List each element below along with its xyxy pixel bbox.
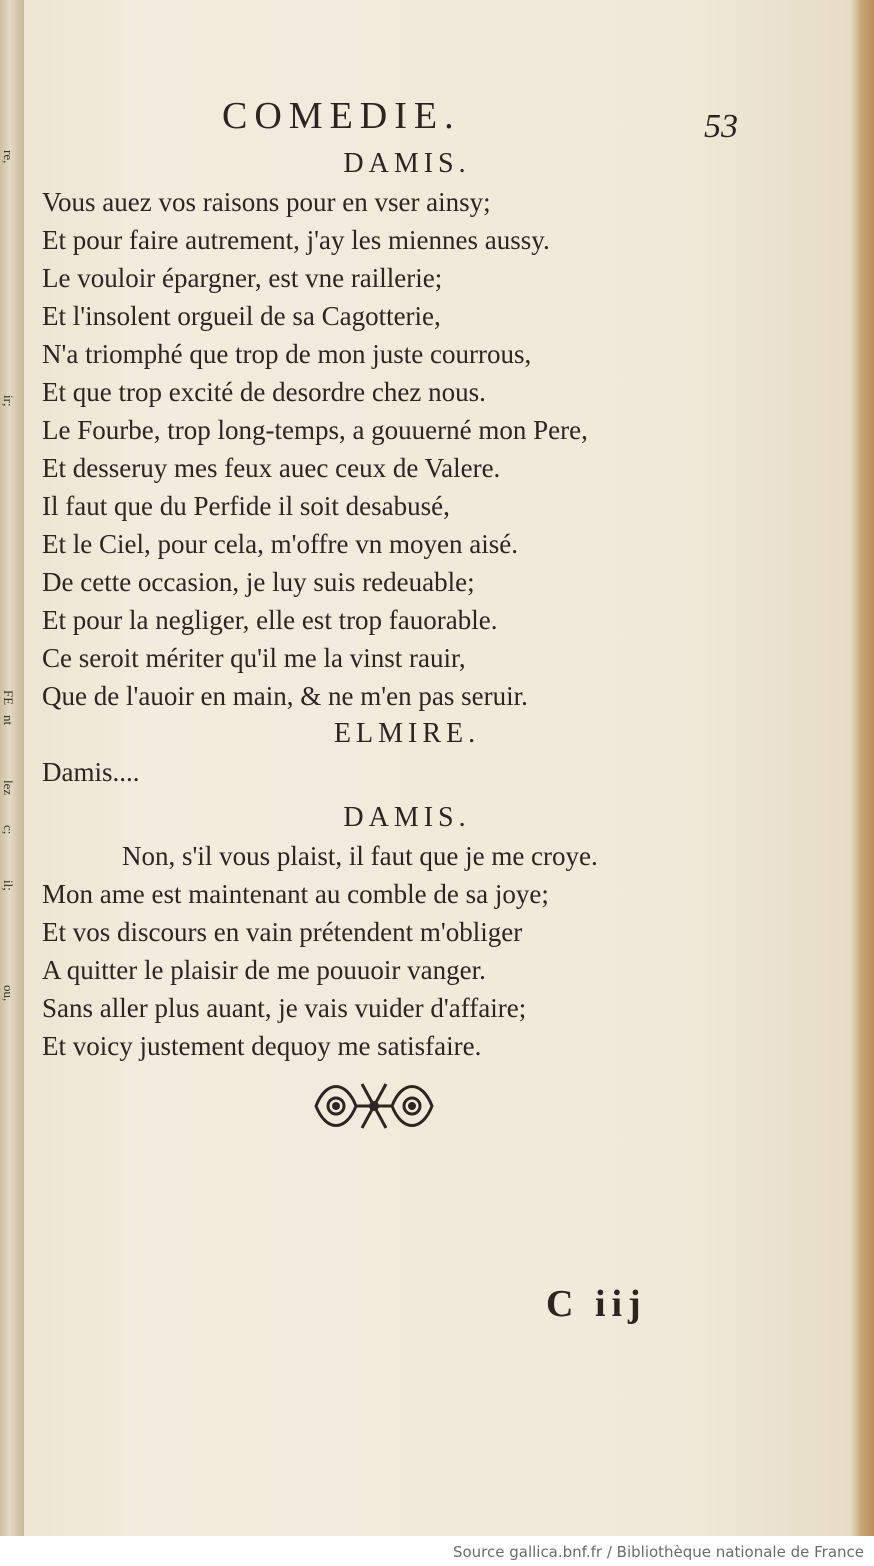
verse-line: Et desseruy mes feux auec ceux de Valere. <box>42 453 501 483</box>
left-page-edge <box>0 0 24 1536</box>
bleed-text: il; <box>1 880 16 891</box>
bleed-text: ou, <box>1 985 16 1002</box>
verse-line: Et que trop excité de desordre chez nous. <box>42 377 486 407</box>
play-text <box>42 145 772 1065</box>
verse-line: De cette occasion, je luy suis redeuable; <box>42 567 475 597</box>
bleed-text: ir; <box>1 395 16 407</box>
speaker-name: DAMIS. <box>343 148 471 179</box>
bleed-text: FE <box>1 690 16 706</box>
verse-line: Non, s'il vous plaist, il faut que je me croye. <box>122 841 598 871</box>
source-credit: Source gallica.bnf.fr / Bibliothèque nationale de France <box>452 1543 864 1561</box>
verse-line: Le Fourbe, trop long-temps, a gouuerné mon Pere, <box>42 415 588 445</box>
verse-line: Vous auez vos raisons pour en vser ainsy; <box>42 187 491 217</box>
verse-line: Sans aller plus auant, je vais vuider d'affaire; <box>42 993 527 1023</box>
page-number: 53 <box>704 108 738 145</box>
verse-line: N'a triomphé que trop de mon juste courrous, <box>42 339 532 369</box>
verse-line: Mon ame est maintenant au comble de sa joye; <box>42 879 549 909</box>
verse-line: Et le Ciel, pour cela, m'offre vn moyen aisé. <box>42 529 518 559</box>
bleed-text: re, <box>1 150 16 164</box>
verse-line: Et l'insolent orgueil de sa Cagotterie, <box>42 301 441 331</box>
speaker-name: DAMIS. <box>343 802 471 833</box>
verse-line: Il faut que du Perfide il soit desabusé, <box>42 491 450 521</box>
bleed-text: lez <box>1 780 16 796</box>
speaker-name: ELMIRE. <box>333 718 481 749</box>
signature-mark: C iij <box>546 1283 647 1325</box>
running-head: COMEDIE. <box>222 95 461 137</box>
verse-line: A quitter le plaisir de me pouuoir vanger. <box>42 955 486 985</box>
printer-ornament <box>312 1074 436 1138</box>
right-page-edge <box>850 0 874 1536</box>
verse-line: Damis.... <box>42 757 140 787</box>
verse-line: Et pour la negliger, elle est trop fauorable. <box>42 605 498 635</box>
verse-line: Que de l'auoir en main, & ne m'en pas seruir. <box>42 681 528 711</box>
verse-line: Et pour faire autrement, j'ay les miennes aussy. <box>42 225 550 255</box>
bleed-text: c; <box>1 825 16 835</box>
bleed-text: nt <box>1 715 16 726</box>
verse-line: Et vos discours en vain prétendent m'obliger <box>42 917 523 947</box>
verse-line: Ce seroit mériter qu'il me la vinst rauir, <box>42 643 466 673</box>
verse-line: Le vouloir épargner, est vne raillerie; <box>42 263 443 293</box>
verse-line: Et voicy justement dequoy me satisfaire. <box>42 1031 482 1061</box>
